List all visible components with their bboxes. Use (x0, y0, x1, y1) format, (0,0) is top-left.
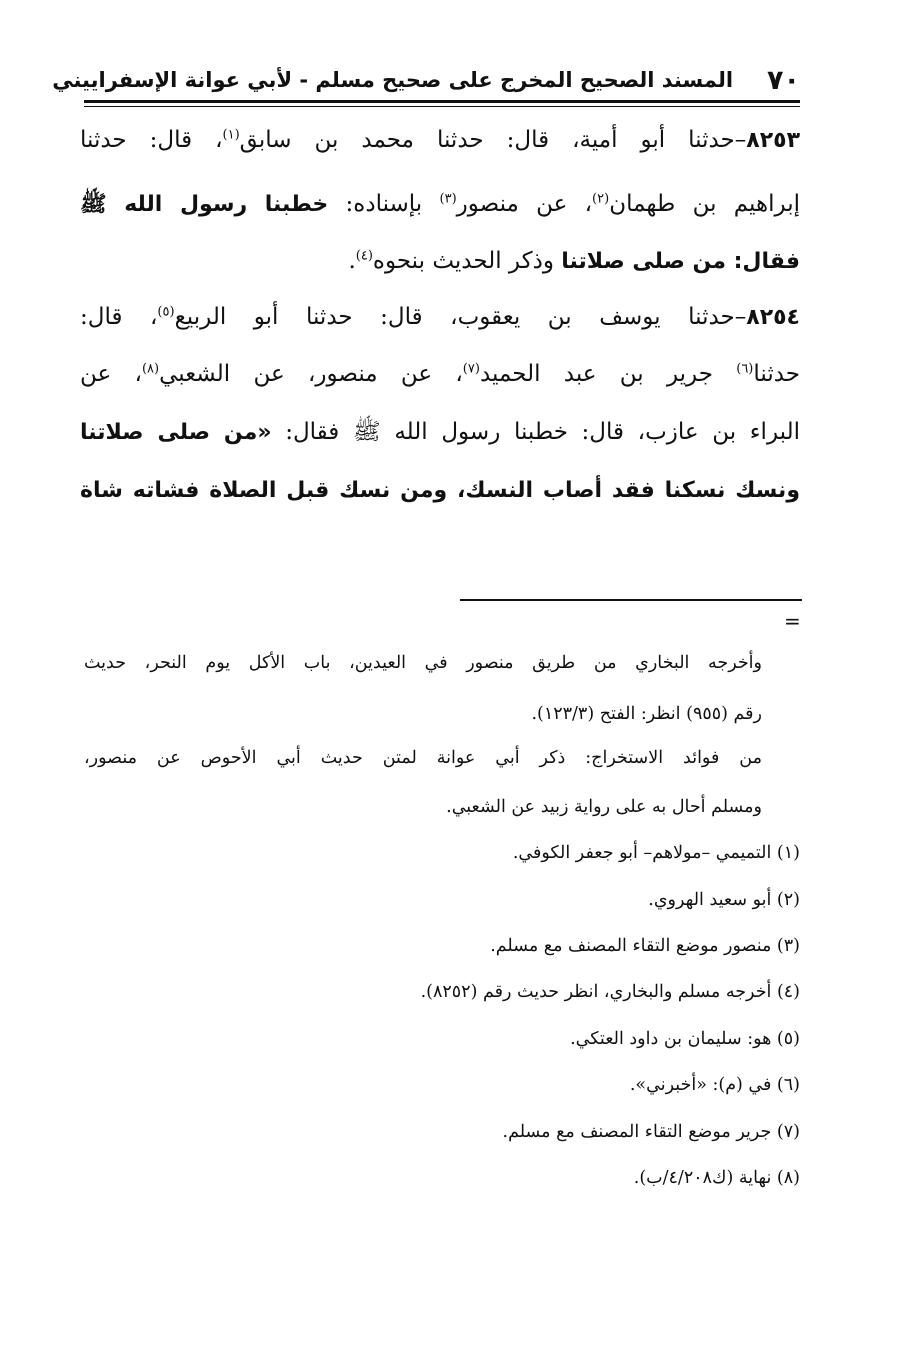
hadith-text-bold: فقال: من صلى صلاتنا (561, 249, 800, 274)
hadith-number-8254: ٨٢٥٤ (746, 305, 800, 330)
footnote-6: (٦) في (م): «أخبرني». (629, 1075, 800, 1095)
footnote-3: (٣) منصور موضع التقاء المصنف مع مسلم. (490, 936, 800, 956)
continuation-mark: = (784, 609, 801, 633)
hadith-text-bold: «من صلى صلاتنا (80, 420, 272, 445)
footnote-continued-line-3: من فوائد الاستخراج: ذكر أبي عوانة لمتن حديث أبي الأحوص عن منصور، (84, 748, 762, 768)
hadith-text-bold: ونسك نسكنا فقد أصاب النسك، ومن نسك قبل الصلاة فشاته شاة (80, 478, 800, 503)
footnote-7: (٧) جرير موضع التقاء المصنف مع مسلم. (502, 1122, 800, 1142)
hadith-8254-line-2: حدثنا$^{(٦)}$ جرير بن عبد الحميد$^{(٧)}$، عن منصور، عن الشعبي$^{(٨)}$، عن (80, 361, 801, 387)
footnote-ref-7: (٧) (462, 361, 480, 377)
footnote-1: (١) التميمي –مولاهم– أبو جعفر الكوفي. (512, 843, 800, 863)
header-rule-thin (84, 106, 800, 107)
footnote-ref-3: (٣) (439, 191, 457, 207)
book-title: المسند الصحيح المخرج على صحيح مسلم - لأبي عوانة الإسفراييني (52, 68, 734, 92)
running-header (52, 62, 800, 98)
footnote-2: (٢) أبو سعيد الهروي. (648, 890, 800, 910)
footnote-5: (٥) هو: سليمان بن داود العتكي. (570, 1029, 800, 1049)
hadith-8253-line-3: فقال: من صلى صلاتنا وذكر الحديث بنحوه$^{(٤)}$. (348, 248, 800, 274)
footnote-ref-5: (٥) (157, 304, 175, 320)
footnote-ref-1: (١) (222, 127, 240, 143)
footnote-continued-line-1: وأخرجه البخاري من طريق منصور في العيدين، باب الأكل يوم النحر، حديث (84, 653, 762, 673)
hadith-number-8253: ٨٢٥٣ (746, 128, 800, 153)
hadith-8254-line-3: البراء بن عازب، قال: خطبنا رسول الله ﷺ فقال: «من صلى صلاتنا (80, 419, 800, 445)
footnote-ref-6: (٦) (736, 361, 754, 377)
header-rule-thick (84, 100, 800, 103)
hadith-8253-line-1: ٨٢٥٣–حدثنا أبو أمية، قال: حدثنا محمد بن سابق$^{(١)}$، قال: حدثنا (80, 127, 800, 153)
footnote-4: (٤) أخرجه مسلم والبخاري، انظر حديث رقم (٨٢٥٢). (420, 982, 800, 1002)
footnote-ref-2: (٢) (592, 191, 610, 207)
page-number: ٧٠ (767, 64, 800, 96)
footnote-ref-8: (٨) (141, 361, 160, 377)
footnote-continued-line-2: رقم (٩٥٥) انظر: الفتح (١٢٣/٣). (531, 704, 762, 724)
footnote-8: (٨) نهاية (ك٤/٢٠٨/ب). (633, 1168, 800, 1188)
hadith-8254-line-4 (80, 471, 800, 510)
hadith-8254-line-1: ٨٢٥٤–حدثنا يوسف بن يعقوب، قال: حدثنا أبو الربيع$^{(٥)}$، قال: (80, 304, 800, 330)
hadith-text-bold: خطبنا رسول الله ﷺ (80, 192, 329, 217)
footnote-continued-line-4: ومسلم أحال به على رواية زبيد عن الشعبي. (446, 797, 762, 817)
footnote-separator (460, 599, 802, 601)
hadith-8253-line-2: إبراهيم بن طهمان$^{(٢)}$، عن منصور$^{(٣)}$ بإسناده: خطبنا رسول الله ﷺ (80, 191, 800, 217)
footnote-ref-4: (٤) (355, 248, 373, 264)
